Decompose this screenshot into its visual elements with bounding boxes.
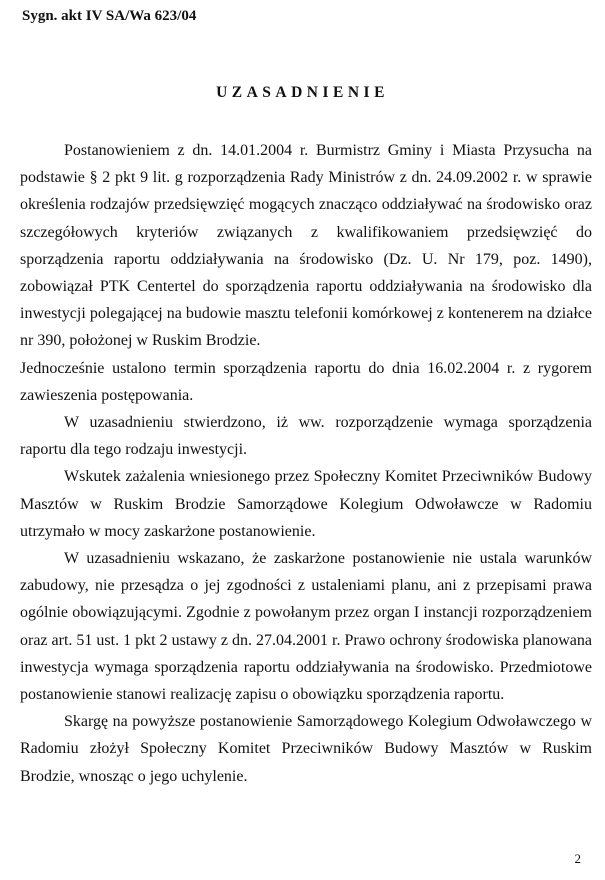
paragraph-4: Wskutek zażalenia wniesionego przez Społeczny Komitet Przeciwników Budowy Masztów w Ruskim Brodzie Samorządowe Kolegium Odwoławcze w Radomiu utrzymało w mocy zaskarżone postanowienie.	[20, 468, 592, 540]
paragraph-1: Postanowieniem z dn. 14.01.2004 r. Burmistrz Gminy i Miasta Przysucha na podstawie § 2 pkt 9 lit. g rozporządzenia Rady Ministrów z dn. 24.09.2002 r. w sprawie określenia rodzajów przedsięwzięć mogących znacząco oddziaływać na środowisko oraz szczegółowych kryteriów związanych z kwalifikowaniem przedsięwzięć do sporządzenia raportu oddziaływania na środowisko (Dz. U. Nr 179, poz. 1490), zobowiązał PTK Centertel do sporządzenia raportu oddziaływania na środowisko dla inwestycji polegającej na budowie masztu telefonii komórkowej z kontenerem na działce nr 390, położonej w Ruskim Brodzie.	[20, 142, 592, 350]
paragraph-2: Jednocześnie ustalono termin sporządzenia raportu do dnia 16.02.2004 r. z rygorem zawieszenia postępowania.	[20, 359, 592, 404]
paragraph-6: Skargę na powyższe postanowienie Samorządowego Kolegium Odwoławczego w Radomiu złożył Społeczny Komitet Przeciwników Budowy Masztów w Ruskim Brodzie, wnosząc o jego uchylenie.	[20, 713, 592, 785]
document-body	[20, 137, 592, 790]
document-heading: UZASADNIENIE	[216, 84, 389, 101]
case-signature: Sygn. akt IV SA/Wa 623/04	[22, 8, 197, 24]
page-number: 2	[574, 851, 581, 866]
paragraph-3: W uzasadnieniu stwierdzono, iż ww. rozporządzenie wymaga sporządzenia raportu dla tego rodzaju inwestycji.	[20, 414, 592, 459]
paragraph-5: W uzasadnieniu wskazano, że zaskarżone postanowienie nie ustala warunków zabudowy, nie przesądza o jej zgodności z ustaleniami planu, ani z przepisami prawa ogólnie obowiązującymi. Zgodnie z powołanym przez organ I instancji rozporządzeniem oraz art. 51 ust. 1 pkt 2 ustawy z dn. 27.04.2001 r. Prawo ochrony środowiska planowana inwestycja wymaga sporządzenia raportu oddziaływania na środowisko. Przedmiotowe postanowienie stanowi realizację zapisu o obowiązku sporządzenia raportu.	[20, 550, 592, 704]
